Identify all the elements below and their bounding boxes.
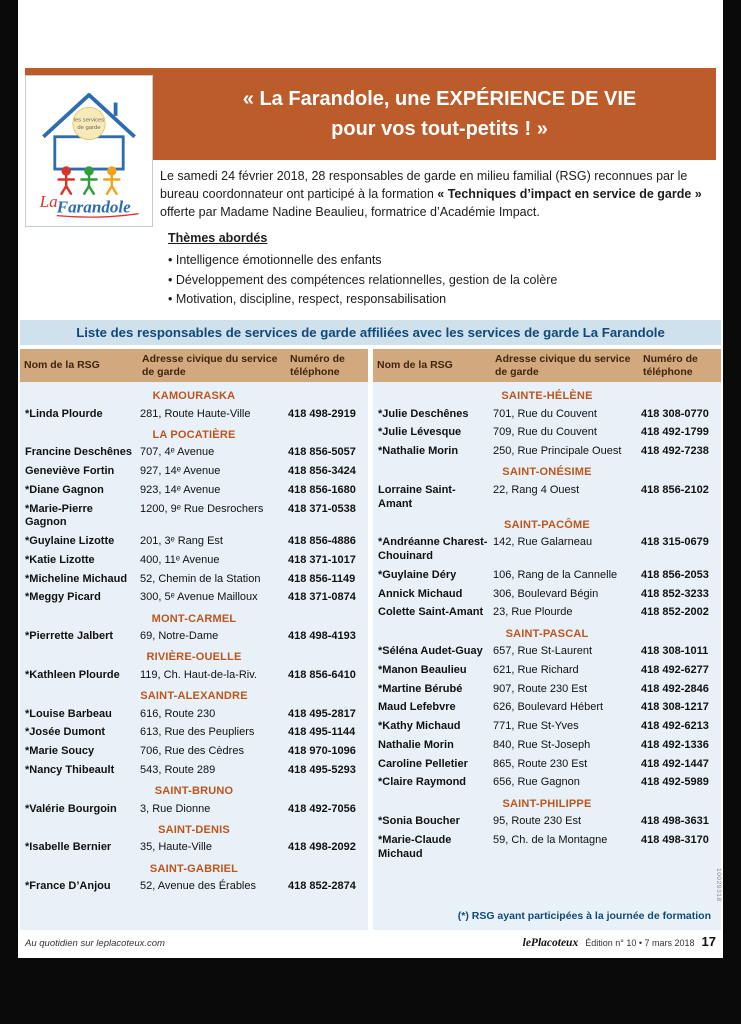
table-row (373, 585, 721, 604)
rsg-address: 35, Haute-Ville (140, 841, 212, 854)
table-row (20, 800, 368, 819)
table-row (373, 643, 721, 662)
page-title-line1: « La Farandole, une EXPÉRIENCE DE VIE (242, 88, 637, 110)
brand-logo: lePlacoteux (522, 937, 579, 949)
rsg-name: *Meggy Picard (25, 591, 101, 604)
rsg-phone: 418 856-3424 (288, 465, 356, 478)
table-row (20, 628, 368, 647)
rsg-name: *Micheline Michaud (25, 572, 128, 585)
theme-item: • Intelligence émotionnelle des enfants (168, 251, 718, 270)
themes-list (168, 251, 718, 309)
rsg-phone: 418 492-2846 (641, 682, 709, 695)
table-row (20, 481, 368, 500)
rsg-name: *Katie Lizotte (25, 553, 95, 566)
rsg-address: 400, 11ᵉ Avenue (140, 553, 220, 566)
footer-right (523, 934, 716, 949)
rsg-phone: 418 970-1096 (288, 745, 356, 758)
table-row (373, 813, 721, 832)
rsg-phone: 418 308-1011 (641, 645, 709, 658)
logo-prefix-text: La (39, 192, 58, 212)
rsg-phone: 418 856-2053 (641, 568, 709, 581)
table-header-row (373, 349, 721, 382)
rsg-name: *Martine Bérubé (378, 682, 463, 695)
rsg-address: 927, 14ᵉ Avenue (140, 465, 221, 478)
logo-tagline: de garde (77, 125, 101, 132)
region-header: KAMOURASKA (152, 390, 236, 403)
table-row (373, 774, 721, 793)
rsg-phone: 418 498-2919 (288, 407, 356, 420)
rsg-phone: 418 498-2092 (288, 841, 356, 854)
rsg-phone: 418 495-1144 (288, 726, 356, 739)
rsg-name: Caroline Pelletier (378, 757, 468, 770)
table-row (20, 444, 368, 463)
rsg-name: *Valérie Bourgoin (25, 802, 117, 815)
rsg-phone: 418 371-0538 (288, 502, 356, 515)
table-row (373, 604, 721, 623)
column-header-name: Nom de la RSG (24, 359, 100, 372)
intro-section (160, 168, 718, 309)
rsg-phone: 418 492-1447 (641, 757, 709, 770)
rsg-address: 119, Ch. Haut-de-la-Riv. (140, 668, 257, 681)
region-header: RIVIÈRE-OUELLE (146, 651, 242, 664)
rsg-name: *Julie Lévesque (378, 426, 462, 439)
table-row (20, 705, 368, 724)
region-header: SAINT-BRUNO (154, 785, 234, 798)
intro-text-bold: « Techniques d’impact en service de garde » (437, 186, 702, 201)
column-header-phone: Numéro de téléphone (643, 353, 698, 378)
rsg-table-right (373, 349, 721, 930)
rsg-address: 706, Rue des Cèdres (140, 745, 244, 758)
rsg-table-left (20, 349, 368, 930)
rsg-name: *Sonia Boucher (378, 815, 460, 828)
rsg-address: 701, Rue du Couvent (493, 407, 597, 420)
rsg-name: *Diane Gagnon (25, 483, 104, 496)
rsg-name: *France D’Anjou (25, 880, 111, 893)
children-icon (59, 166, 120, 194)
table-row (20, 666, 368, 685)
table-row (20, 551, 368, 570)
table-body-left (20, 382, 368, 930)
rsg-address: 907, Route 230 Est (493, 682, 588, 695)
table-body-right (373, 382, 721, 930)
rsg-address: 923, 14ᵉ Avenue (140, 483, 221, 496)
rsg-name: Lorraine Saint-Amant (378, 483, 456, 510)
rsg-phone: 418 308-0770 (641, 407, 709, 420)
rsg-phone: 418 492-6213 (641, 720, 709, 733)
region-header: SAINT-PACÔME (504, 518, 590, 531)
rsg-address: 543, Route 289 (140, 763, 216, 776)
table-row (373, 566, 721, 585)
rsg-address: 707, 4ᵉ Avenue (140, 446, 215, 459)
page-title-line2: pour vos tout-petits ! » (331, 118, 548, 140)
rsg-phone: 418 492-1336 (641, 738, 709, 751)
rsg-phone: 418 492-6277 (641, 663, 709, 676)
rsg-address: 201, 3ᵉ Rang Est (140, 535, 223, 548)
rsg-phone: 418 315-0679 (641, 536, 709, 549)
page-number: 17 (701, 934, 716, 949)
rsg-phone: 418 856-1680 (288, 483, 356, 496)
rsg-address: 840, Rue St-Joseph (493, 738, 591, 751)
rsg-address: 306, Boulevard Bégin (493, 587, 599, 600)
logo-tagline: les services (73, 117, 105, 124)
table-row (373, 405, 721, 424)
intro-paragraph (160, 168, 718, 221)
rsg-address: 709, Rue du Couvent (493, 426, 597, 439)
rsg-name: *Julie Deschênes (378, 407, 469, 420)
table-title: Liste des responsables de services de garde affiliées avec les services de garde La Farandole (20, 320, 721, 345)
table-row (20, 743, 368, 762)
farandole-logo (25, 75, 153, 227)
logo-name-text: Farandole (56, 197, 131, 217)
region-header: SAINT-GABRIEL (149, 862, 239, 875)
table-row (373, 443, 721, 462)
newspaper-page (18, 0, 723, 958)
table-row (373, 661, 721, 680)
table-row (20, 463, 368, 482)
rsg-address: 281, Route Haute-Ville (140, 407, 251, 420)
region-header: SAINT-ONÉSIME (502, 466, 592, 479)
theme-item: • Développement des compétences relationnelles, gestion de la colère (168, 271, 718, 290)
rsg-phone: 418 492-5989 (641, 776, 709, 789)
rsg-address: 106, Rang de la Cannelle (493, 568, 618, 581)
rsg-phone: 418 852-3233 (641, 587, 709, 600)
rsg-phone: 418 498-4193 (288, 630, 356, 643)
rsg-address: 771, Rue St-Yves (493, 720, 579, 733)
rsg-name: *Andréanne Charest-Chouinard (378, 536, 488, 563)
rsg-address: 621, Rue Richard (493, 663, 579, 676)
region-header: SAINT-PHILIPPE (502, 797, 592, 810)
rsg-address: 95, Route 230 Est (493, 815, 582, 828)
themes-heading: Thèmes abordés (168, 231, 268, 246)
table-row (373, 718, 721, 737)
rsg-name: *Marie Soucy (25, 745, 95, 758)
page-title (163, 68, 716, 160)
rsg-name: *Marie-Claude Michaud (378, 833, 452, 860)
farandole-logo-icon (32, 80, 146, 222)
rsg-address: 142, Rue Galarneau (493, 536, 593, 549)
rsg-phone: 418 856-6410 (288, 668, 356, 681)
rsg-address: 865, Route 230 Est (493, 757, 588, 770)
rsg-address: 1200, 9ᵉ Rue Desrochers (140, 502, 264, 515)
table-row (20, 839, 368, 858)
rsg-phone: 418 856-4886 (288, 535, 356, 548)
rsg-phone: 418 308-1217 (641, 701, 709, 714)
rsg-phone: 418 856-2102 (641, 483, 709, 496)
rsg-phone: 418 852-2002 (641, 606, 709, 619)
table-row (373, 831, 721, 864)
rsg-address: 616, Route 230 (140, 707, 216, 720)
region-header: SAINT-DENIS (158, 823, 230, 836)
rsg-name: *Josée Dumont (25, 726, 106, 739)
table-row (373, 736, 721, 755)
rsg-phone: 418 856-5057 (288, 446, 356, 459)
table-row (20, 500, 368, 533)
rsg-phone: 418 371-1017 (288, 553, 356, 566)
rsg-phone: 418 498-3170 (641, 833, 709, 846)
rsg-phone: 418 495-5293 (288, 763, 356, 776)
rsg-name: *Kathy Michaud (378, 720, 461, 733)
house-icon (55, 137, 123, 169)
rsg-address: 23, Rue Plourde (493, 606, 573, 619)
rsg-phone: 418 498-3631 (641, 815, 709, 828)
rsg-name: *Louise Barbeau (25, 707, 112, 720)
rsg-phone: 418 856-1149 (288, 572, 356, 585)
rsg-address: 52, Avenue des Érables (140, 880, 256, 893)
rsg-address: 52, Chemin de la Station (140, 572, 261, 585)
rsg-address: 69, Notre-Dame (140, 630, 219, 643)
table-row (20, 405, 368, 424)
rsg-name: Annick Michaud (378, 587, 463, 600)
rsg-address: 656, Rue Gagnon (493, 776, 580, 789)
table-row (20, 724, 368, 743)
rsg-address: 22, Rang 4 Ouest (493, 483, 580, 496)
rsg-name: *Manon Beaulieu (378, 663, 467, 676)
rsg-name: Maud Lefebvre (378, 701, 456, 714)
table-row (20, 533, 368, 552)
rsg-name: Geneviève Fortin (25, 465, 115, 478)
page-footer (25, 934, 716, 949)
region-header: MONT-CARMEL (151, 612, 237, 625)
rsg-name: *Linda Plourde (25, 407, 103, 420)
rsg-address: 250, Rue Principale Ouest (493, 445, 622, 458)
rsg-name: *Séléna Audet-Guay (378, 645, 483, 658)
rsg-phone: 418 371-0874 (288, 591, 356, 604)
rsg-address: 3, Rue Dionne (140, 802, 211, 815)
rsg-name: Nathalie Morin (378, 738, 454, 751)
intro-text-2: offerte par Madame Nadine Beaulieu, formatrice d’Académie Impact. (160, 204, 540, 219)
table-row (373, 699, 721, 718)
rsg-phone: 418 492-7238 (641, 445, 709, 458)
formation-footnote: (*) RSG ayant participées à la journée de formation (457, 910, 711, 923)
rsg-address: 626, Boulevard Hébert (493, 701, 604, 714)
theme-item: • Motivation, discipline, respect, responsabilisation (168, 290, 718, 309)
rsg-name: *Isabelle Bernier (25, 841, 112, 854)
region-header: SAINT-ALEXANDRE (140, 690, 248, 703)
rsg-address: 657, Rue St-Laurent (493, 645, 593, 658)
rsg-name: Colette Saint-Amant (378, 606, 484, 619)
rsg-name: *Guylaine Déry (378, 568, 457, 581)
rsg-address: 300, 5ᵉ Avenue Mailloux (140, 591, 258, 604)
rsg-address: 59, Ch. de la Montagne (493, 833, 608, 846)
column-header-phone: Numéro de téléphone (290, 353, 345, 378)
table-row (373, 680, 721, 699)
rsg-name: *Guylaine Lizotte (25, 535, 115, 548)
rsg-table (20, 349, 721, 930)
column-header-name: Nom de la RSG (377, 359, 453, 372)
rsg-name: *Pierrette Jalbert (25, 630, 114, 643)
region-header: SAINT-PASCAL (505, 627, 589, 640)
edition-info: Édition n° 10 • 7 mars 2018 (585, 938, 695, 948)
table-row (20, 589, 368, 608)
rsg-name: Francine Deschênes (25, 446, 132, 459)
table-row (373, 534, 721, 567)
rsg-name: *Kathleen Plourde (25, 668, 120, 681)
rsg-name: *Nancy Thibeault (25, 763, 115, 776)
column-header-address: Adresse civique du service de garde (495, 353, 631, 378)
rsg-phone: 418 852-2874 (288, 880, 356, 893)
rsg-phone: 418 492-7056 (288, 802, 356, 815)
region-header: SAINTE-HÉLÈNE (501, 390, 593, 403)
table-row (20, 878, 368, 897)
side-code: 10029318 (715, 868, 722, 902)
rsg-phone: 418 495-2817 (288, 707, 356, 720)
rsg-name: *Claire Raymond (378, 776, 467, 789)
table-row (373, 755, 721, 774)
intro-text-1: Le samedi 24 février 2018, 28 responsables de garde en milieu familial (RSG) reconnues par le bureau coordonnateur ont participé à la formation (160, 169, 688, 201)
table-row (20, 570, 368, 589)
table-row (373, 424, 721, 443)
column-header-address: Adresse civique du service de garde (142, 353, 278, 378)
table-row (373, 481, 721, 514)
rsg-phone: 418 492-1799 (641, 426, 709, 439)
table-header-row (20, 349, 368, 382)
rsg-address: 613, Rue des Peupliers (140, 726, 255, 739)
table-row (20, 761, 368, 780)
region-header: LA POCATIÈRE (152, 428, 236, 441)
footer-left-text: Au quotidien sur leplacoteux.com (25, 938, 165, 949)
rsg-name: *Nathalie Morin (378, 445, 459, 458)
rsg-name: *Marie-Pierre Gagnon (25, 502, 93, 529)
